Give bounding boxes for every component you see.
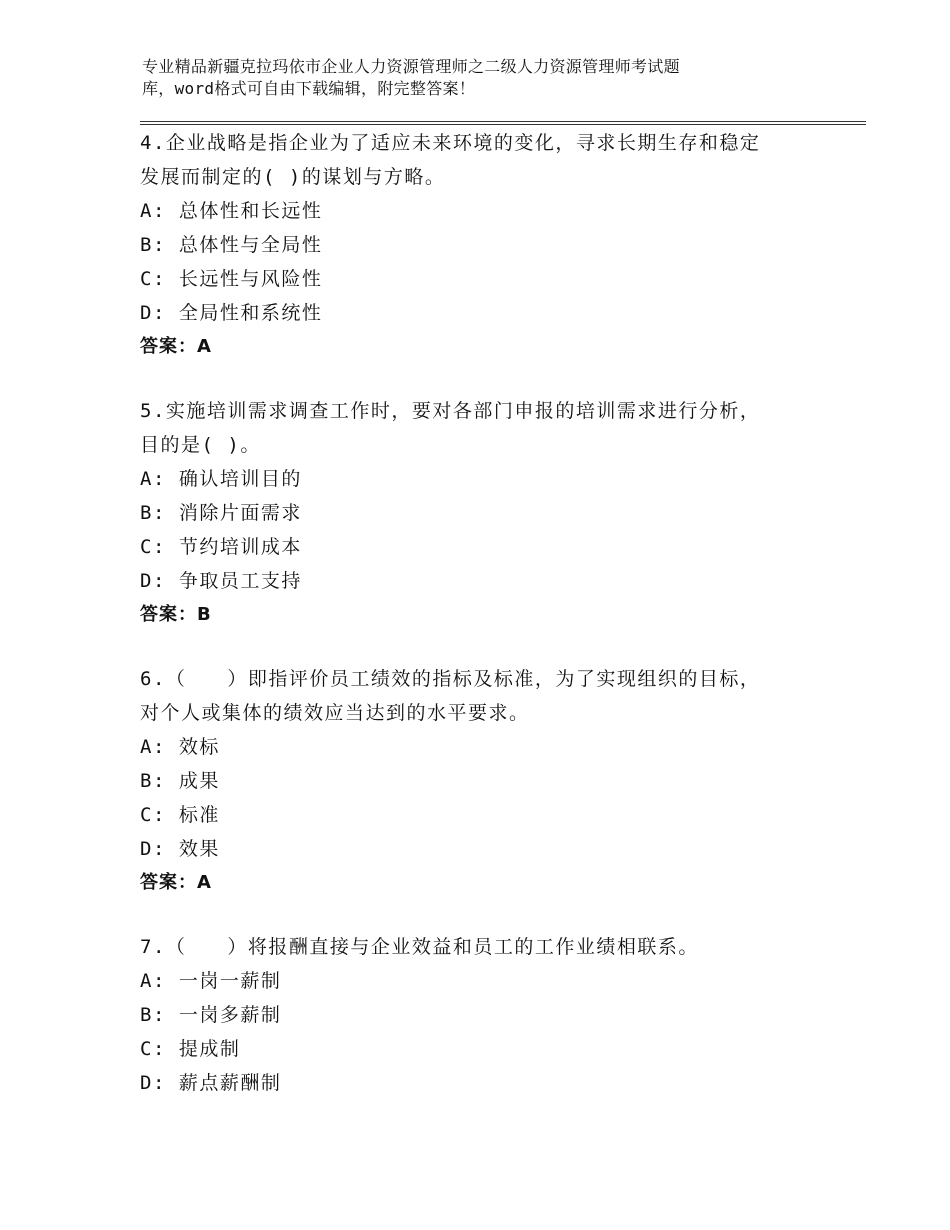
option-c: C: 节约培训成本 bbox=[140, 536, 302, 558]
question-stem bbox=[140, 126, 840, 194]
stem-line: 对个人或集体的绩效应当达到的水平要求。 bbox=[140, 702, 530, 724]
question-stem bbox=[140, 662, 840, 730]
document-header bbox=[142, 56, 782, 100]
option-c: C: 提成制 bbox=[140, 1038, 241, 1060]
option-b: B: 一岗多薪制 bbox=[140, 1004, 282, 1026]
question-stem bbox=[140, 930, 840, 964]
option-a: A: 效标 bbox=[140, 736, 220, 758]
option-b: B: 成果 bbox=[140, 770, 220, 792]
option-d: D: 效果 bbox=[140, 838, 220, 860]
stem-line: 4.企业战略是指企业为了适应未来环境的变化，寻求长期生存和稳定 bbox=[140, 132, 761, 154]
header-line-2: 库，word格式可自由下载编辑，附完整答案！ bbox=[142, 79, 476, 98]
question-list bbox=[140, 126, 840, 1130]
option-b: B: 消除片面需求 bbox=[140, 502, 302, 524]
stem-line: 发展而制定的( )的谋划与方略。 bbox=[140, 166, 446, 188]
stem-line: 目的是( )。 bbox=[140, 434, 261, 456]
option-a: A: 总体性和长远性 bbox=[140, 200, 323, 222]
question-5 bbox=[140, 394, 840, 632]
question-7 bbox=[140, 930, 840, 1100]
header-rule-top bbox=[140, 121, 866, 122]
option-a: A: 一岗一薪制 bbox=[140, 970, 282, 992]
option-c: C: 长远性与风险性 bbox=[140, 268, 323, 290]
header-line-1: 专业精品新疆克拉玛依市企业人力资源管理师之二级人力资源管理师考试题 bbox=[142, 57, 680, 76]
answer-label: 答案：A bbox=[140, 336, 212, 357]
option-d: D: 全局性和系统性 bbox=[140, 302, 323, 324]
option-a: A: 确认培训目的 bbox=[140, 468, 302, 490]
answer-label: 答案：B bbox=[140, 604, 212, 625]
option-c: C: 标准 bbox=[140, 804, 220, 826]
stem-line: 6.（ ）即指评价员工绩效的指标及标准，为了实现组织的目标， bbox=[140, 668, 761, 690]
question-4 bbox=[140, 126, 840, 364]
option-b: B: 总体性与全局性 bbox=[140, 234, 323, 256]
question-6 bbox=[140, 662, 840, 900]
stem-line: 5.实施培训需求调查工作时，要对各部门申报的培训需求进行分析， bbox=[140, 400, 761, 422]
question-stem bbox=[140, 394, 840, 462]
option-d: D: 薪点薪酬制 bbox=[140, 1072, 282, 1094]
option-d: D: 争取员工支持 bbox=[140, 570, 302, 592]
answer-label: 答案：A bbox=[140, 872, 212, 893]
stem-line: 7.（ ）将报酬直接与企业效益和员工的工作业绩相联系。 bbox=[140, 936, 699, 958]
header-rule-bottom bbox=[140, 124, 866, 125]
